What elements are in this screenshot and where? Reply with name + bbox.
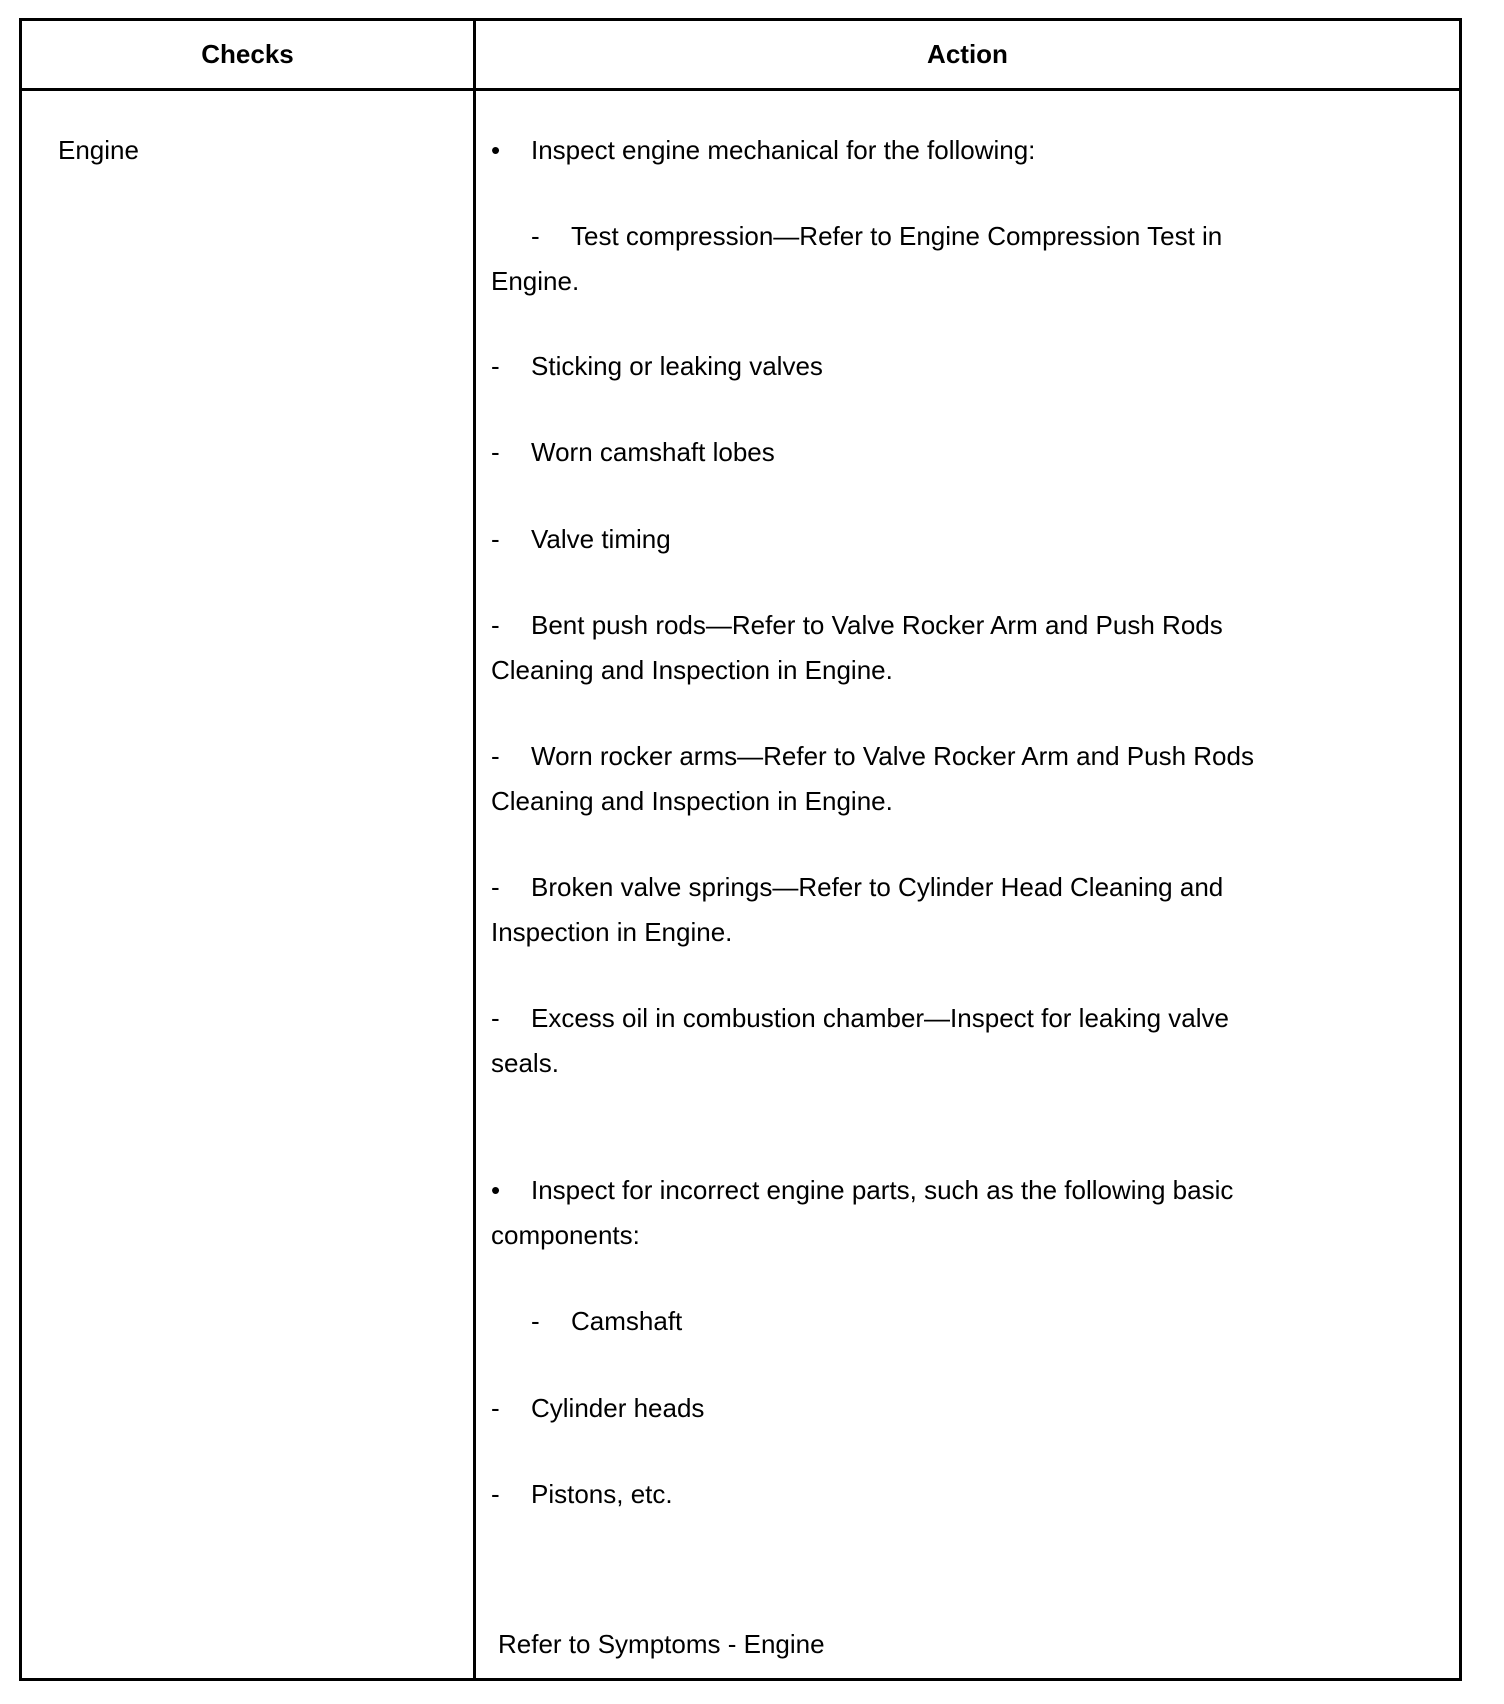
sub-item-line bbox=[531, 1299, 682, 1344]
sub-item-text: Valve timing bbox=[531, 524, 671, 554]
sub-item-line bbox=[491, 1386, 704, 1431]
sub-item-text: Cylinder heads bbox=[531, 1393, 705, 1423]
header-checks: Checks bbox=[201, 39, 294, 69]
dash-mark: - bbox=[531, 221, 540, 251]
sub-item-continuation: seals. bbox=[491, 1048, 559, 1078]
dash-mark: - bbox=[491, 610, 500, 640]
sub-item-text: Worn rocker arms—Refer to Valve Rocker Arm and Push Rods bbox=[531, 741, 1254, 771]
sub-item-continuation: Engine. bbox=[491, 266, 580, 296]
dash-mark: - bbox=[491, 524, 500, 554]
sub-item-text: Worn camshaft lobes bbox=[531, 437, 775, 467]
bullet-text: Inspect for incorrect engine parts, such as the following basic bbox=[531, 1175, 1234, 1205]
bullet-item-incorrect-parts bbox=[491, 1168, 1233, 1213]
reference-symptoms-engine: Refer to Symptoms - Engine bbox=[498, 1629, 825, 1659]
dash-mark: - bbox=[491, 1479, 500, 1509]
column-divider bbox=[473, 21, 476, 1678]
dash-mark: - bbox=[491, 437, 500, 467]
check-cell-engine: Engine bbox=[58, 135, 139, 165]
header-action: Action bbox=[927, 39, 1008, 69]
sub-item-line bbox=[491, 865, 1223, 910]
dash-mark: - bbox=[491, 351, 500, 381]
sub-item-text: Broken valve springs—Refer to Cylinder Head Cleaning and bbox=[531, 872, 1224, 902]
sub-item-continuation: Cleaning and Inspection in Engine. bbox=[491, 655, 893, 685]
sub-item-text: Pistons, etc. bbox=[531, 1479, 673, 1509]
sub-item-continuation: Inspection in Engine. bbox=[491, 917, 733, 947]
sub-item-line bbox=[491, 996, 1229, 1041]
sub-item-line bbox=[491, 1472, 673, 1517]
sub-item-text: Camshaft bbox=[571, 1306, 683, 1336]
sub-item-line bbox=[491, 603, 1223, 648]
dash-mark: - bbox=[491, 872, 500, 902]
dash-mark: - bbox=[491, 741, 500, 771]
bullet-mark: • bbox=[491, 135, 501, 165]
bullet-text: Inspect engine mechanical for the following: bbox=[531, 135, 1036, 165]
sub-item-text: Excess oil in combustion chamber—Inspect for leaking valve bbox=[531, 1003, 1229, 1033]
header-divider bbox=[22, 88, 1459, 91]
dash-mark: - bbox=[491, 1003, 500, 1033]
bullet-mark: • bbox=[491, 1175, 501, 1205]
sub-item-text: Bent push rods—Refer to Valve Rocker Arm and Push Rods bbox=[531, 610, 1223, 640]
sub-item-line bbox=[531, 214, 1222, 259]
bullet-item-inspect-mechanical bbox=[491, 128, 1035, 173]
checks-action-table bbox=[19, 18, 1462, 1681]
sub-item-line bbox=[491, 734, 1254, 779]
dash-mark: - bbox=[491, 1393, 500, 1423]
bullet-continuation: components: bbox=[491, 1220, 640, 1250]
sub-item-line bbox=[491, 430, 775, 475]
dash-mark: - bbox=[531, 1306, 540, 1336]
sub-item-line bbox=[491, 344, 823, 389]
sub-item-text: Test compression—Refer to Engine Compression Test in bbox=[571, 221, 1223, 251]
sub-item-continuation: Cleaning and Inspection in Engine. bbox=[491, 786, 893, 816]
sub-item-line bbox=[491, 517, 671, 562]
sub-item-text: Sticking or leaking valves bbox=[531, 351, 823, 381]
